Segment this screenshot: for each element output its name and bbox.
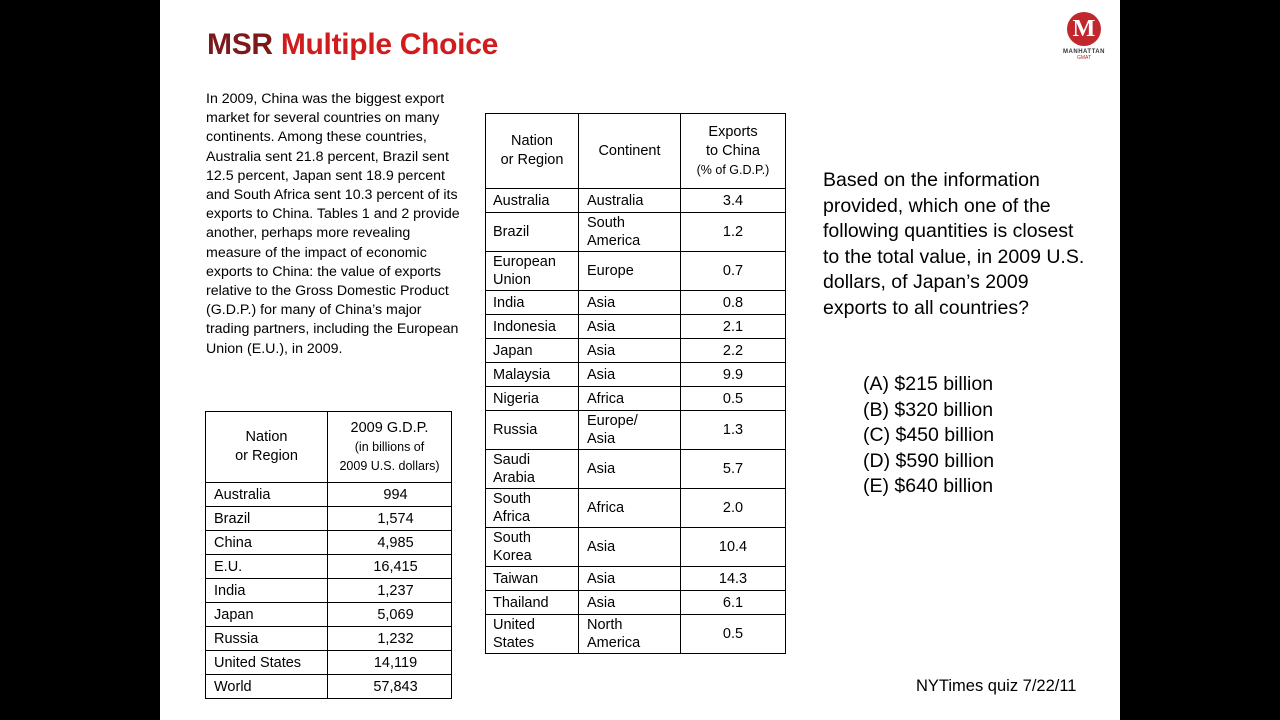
table-row: [486, 567, 786, 591]
cell-line: Arabia: [493, 470, 535, 486]
cell-line: South: [587, 215, 625, 231]
header-text: Exports: [708, 123, 758, 140]
cell-line: Asia: [587, 461, 616, 477]
gdp-value-cell: 1,237: [328, 579, 452, 603]
exports-nation-cell: [486, 591, 579, 615]
cell-line: Asia: [587, 431, 616, 447]
table-row: [486, 489, 786, 528]
exports-nation-cell: [486, 450, 579, 489]
exports-nation-cell: [486, 252, 579, 291]
gdp-nation-cell: China: [206, 531, 328, 555]
exports-continent-cell: [579, 291, 681, 315]
table-row: [206, 507, 452, 531]
gdp-value-cell: 1,232: [328, 627, 452, 651]
table-row: [486, 315, 786, 339]
table-row: [206, 555, 452, 579]
cell-line: North: [587, 617, 623, 633]
table-row: [206, 531, 452, 555]
table-row: [486, 411, 786, 450]
cell-line: Thailand: [493, 594, 549, 611]
exports-value-cell: 10.4: [681, 528, 786, 567]
table-row: [486, 339, 786, 363]
cell-line: Asia: [587, 594, 616, 611]
cell-line: Japan: [493, 342, 533, 359]
cell-line: America: [587, 233, 641, 249]
footer-source: NYTimes quiz 7/22/11: [916, 677, 1077, 695]
exports-value-cell: 2.0: [681, 489, 786, 528]
gdp-value-cell: 16,415: [328, 555, 452, 579]
table-row: [486, 591, 786, 615]
cell-line: Australia: [587, 192, 644, 209]
cell-line: Taiwan: [493, 570, 539, 587]
cell-line: Asia: [587, 342, 616, 359]
table-row: [486, 528, 786, 567]
choice-d[interactable]: (D) $590 billion: [863, 449, 995, 472]
exports-nation-cell: [486, 363, 579, 387]
manhattan-logo: [1061, 12, 1107, 74]
logo-sub: GMAT: [1076, 55, 1092, 61]
exports-continent-cell: [579, 567, 681, 591]
cell-line: Asia: [587, 294, 616, 311]
logo-word: MANHATTAN: [1063, 49, 1105, 55]
exports-continent-cell: [579, 591, 681, 615]
exports-value-cell: 1.3: [681, 411, 786, 450]
cell-line: States: [493, 635, 535, 651]
cell-line: Russia: [493, 422, 538, 438]
exports-continent-cell: [579, 489, 681, 528]
intro-paragraph: In 2009, China was the biggest export market for several countries on many continents. Among these countries, Australia sent 21.8 percent, Brazil sent 12.5 percent, Japan sent 18.9 percent and South Africa sent 10.3 percent of its exports to China. Tables 1 and 2 provide another, perhaps more revealing measure of the impact of economic exports to China: the value of exports relative to the Gross Domestic Product (G.D.P.) for many of China’s major trading partners, including the European Union (E.U.), in 2009.: [206, 91, 460, 357]
exports-nation-cell: [486, 528, 579, 567]
exports-continent-cell: [579, 615, 681, 654]
choice-c[interactable]: (C) $450 billion: [863, 424, 995, 446]
table-row: [486, 615, 786, 654]
exports-value-cell: 2.2: [681, 339, 786, 363]
exports-header-value: [681, 114, 786, 189]
exports-nation-cell: [486, 291, 579, 315]
answer-choices: [863, 372, 994, 500]
cell-line: Malaysia: [493, 366, 551, 383]
gdp-nation-cell: E.U.: [206, 555, 328, 579]
gdp-nation-cell: India: [206, 579, 328, 603]
exports-nation-cell: [486, 615, 579, 654]
cell-line: South: [493, 530, 531, 546]
gdp-nation-cell: Russia: [206, 627, 328, 651]
exports-header-continent: [579, 114, 681, 189]
header-text: or Region: [500, 152, 564, 168]
table-row: [206, 627, 452, 651]
exports-nation-cell: [486, 567, 579, 591]
table-row: [206, 483, 452, 507]
header-text: (% of G.D.P.): [696, 162, 770, 177]
gdp-value-cell: 1,574: [328, 507, 452, 531]
title-part-2: Multiple Choice: [280, 28, 498, 61]
choice-e[interactable]: (E) $640 billion: [863, 475, 994, 497]
exports-nation-cell: [486, 489, 579, 528]
cell-line: America: [587, 635, 641, 651]
cell-line: Europe: [587, 263, 634, 279]
table-row: [206, 603, 452, 627]
exports-continent-cell: [579, 411, 681, 450]
exports-nation-cell: [486, 213, 579, 252]
exports-continent-cell: [579, 189, 681, 213]
question-text: Based on the information provided, which one of the following quantities is closest to the total value, in 2009 U.S. dollars, of Japan’s 2009 exports to all countries?: [823, 169, 1085, 319]
cell-line: European: [493, 254, 556, 270]
exports-nation-cell: [486, 189, 579, 213]
gdp-value-cell: 994: [328, 483, 452, 507]
header-text: 2009 U.S. dollars): [339, 458, 440, 473]
exports-value-cell: 3.4: [681, 189, 786, 213]
exports-nation-cell: [486, 315, 579, 339]
exports-value-cell: 2.1: [681, 315, 786, 339]
cell-line: Africa: [587, 500, 625, 516]
table-row: [206, 579, 452, 603]
exports-nation-cell: [486, 387, 579, 411]
cell-line: Korea: [493, 548, 532, 564]
title-part-1: MSR: [207, 28, 273, 61]
exports-value-cell: 9.9: [681, 363, 786, 387]
table-row: [206, 675, 452, 699]
header-text: Nation: [245, 429, 288, 445]
exports-nation-cell: [486, 339, 579, 363]
gdp-header-nation: [206, 412, 328, 483]
exports-value-cell: 0.8: [681, 291, 786, 315]
cell-line: Indonesia: [493, 318, 556, 335]
gdp-nation-cell: Brazil: [206, 507, 328, 531]
cell-line: South: [493, 491, 531, 507]
cell-line: Australia: [493, 192, 550, 209]
gdp-nation-cell: Australia: [206, 483, 328, 507]
exports-header-nation: [486, 114, 579, 189]
choice-b[interactable]: (B) $320 billion: [863, 398, 994, 421]
cell-line: Brazil: [493, 224, 530, 240]
header-text: Continent: [598, 142, 661, 159]
exports-value-cell: 0.5: [681, 615, 786, 654]
exports-continent-cell: [579, 363, 681, 387]
exports-nation-cell: [486, 411, 579, 450]
gdp-value-cell: 4,985: [328, 531, 452, 555]
slide-title: [207, 28, 498, 62]
gdp-table-header: [206, 412, 452, 483]
exports-value-cell: 0.7: [681, 252, 786, 291]
cell-line: Nigeria: [493, 390, 539, 407]
logo-m-icon: M: [1067, 12, 1101, 46]
header-text: (in billions of: [354, 439, 425, 454]
exports-value-cell: 14.3: [681, 567, 786, 591]
table-row: [486, 387, 786, 411]
cell-line: Africa: [493, 509, 531, 525]
gdp-value-cell: 14,119: [328, 651, 452, 675]
table-row: [486, 189, 786, 213]
cell-line: Asia: [587, 539, 616, 555]
table-row: [486, 363, 786, 387]
exports-continent-cell: [579, 315, 681, 339]
exports-table-header: [486, 114, 786, 189]
gdp-value-cell: 57,843: [328, 675, 452, 699]
gdp-table: [205, 411, 452, 699]
header-text: 2009 G.D.P.: [350, 419, 429, 436]
cell-line: Asia: [587, 366, 616, 383]
exports-value-cell: 0.5: [681, 387, 786, 411]
gdp-value-cell: 5,069: [328, 603, 452, 627]
exports-continent-cell: [579, 213, 681, 252]
table-row: [486, 213, 786, 252]
cell-line: Saudi: [493, 452, 531, 468]
cell-line: Union: [493, 272, 531, 288]
header-text: or Region: [235, 448, 298, 464]
exports-value-cell: 1.2: [681, 213, 786, 252]
exports-continent-cell: [579, 450, 681, 489]
cell-line: India: [493, 294, 525, 311]
cell-line: United: [493, 617, 535, 633]
choice-a[interactable]: (A) $215 billion: [863, 373, 994, 395]
cell-line: Asia: [587, 318, 616, 335]
gdp-nation-cell: United States: [206, 651, 328, 675]
exports-value-cell: 6.1: [681, 591, 786, 615]
exports-continent-cell: [579, 387, 681, 411]
cell-line: Asia: [587, 570, 616, 587]
exports-continent-cell: [579, 339, 681, 363]
slide: [160, 0, 1120, 720]
gdp-header-value: [328, 412, 452, 483]
gdp-nation-cell: Japan: [206, 603, 328, 627]
table-row: [486, 450, 786, 489]
cell-line: Europe/: [587, 413, 638, 429]
gdp-nation-cell: World: [206, 675, 328, 699]
cell-line: Africa: [587, 390, 625, 407]
exports-continent-cell: [579, 528, 681, 567]
table-row: [486, 291, 786, 315]
table-row: [206, 651, 452, 675]
table-row: [486, 252, 786, 291]
header-text: to China: [705, 142, 760, 159]
header-text: Nation: [511, 133, 553, 149]
exports-value-cell: 5.7: [681, 450, 786, 489]
exports-table: [485, 113, 786, 654]
exports-continent-cell: [579, 252, 681, 291]
